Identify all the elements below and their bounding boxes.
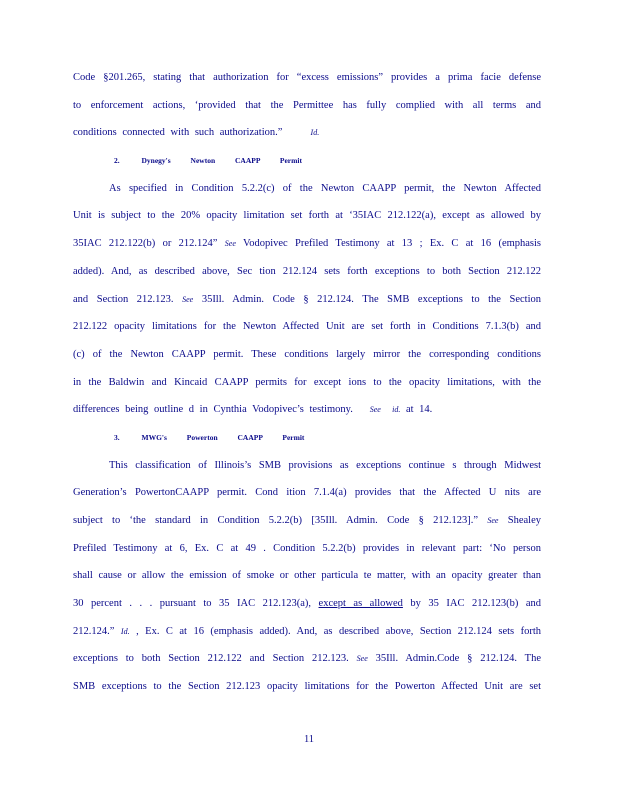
line-text: 212.124.” [73,625,115,637]
heading-number: 2. [114,156,120,166]
line-text: 35IAC 212.122(b) or 212.124” [73,238,218,250]
text-line [73,321,541,349]
text-line [73,377,541,405]
line-text: As specified in Condition 5.2.2(c) of the Newton CAAPP permit, the Newton Affected [109,182,541,194]
page-body [73,72,541,709]
line-text: Prefiled Testimony at 6, Ex. C at 49 . Condition 5.2.2(b) provides in relevant part: ‘No person [73,542,541,554]
line-text: at 14. [405,404,433,416]
line-text: shall cause or allow the emission of smoke or other particula te matter, with an opacity greater than [73,570,541,582]
text-line [73,72,541,100]
citation: id. [392,405,401,415]
section-heading-powerton [73,432,541,460]
text-line [73,460,541,488]
line-text: , Ex. C at 16 (emphasis added). And, as described above, Section 212.124 sets forth [136,625,542,637]
text-line [73,404,541,432]
paragraph-1 [73,72,541,155]
text-line [73,598,541,626]
line-text: SMB exceptions to the Section 212.123 opacity limitations for the Powerton Affected Unit are set [73,681,541,693]
line-text: added). And, as described above, Sec tion 212.124 sets forth exceptions to both Section 212.122 [73,265,541,277]
line-text: differences being outline d in Cynthia Vodopivec’s testimony. [73,404,353,416]
line-text: in the Baldwin and Kincaid CAAPP permits for except ions to the opacity limitations, with the [73,376,541,388]
line-text: 35Ill. Admin.Code § 212.124. The [375,653,542,665]
text-line [73,626,541,654]
heading-number: 3. [114,432,120,442]
line-text: 30 percent . . . pursuant to 35 IAC 212.123(a), [73,598,312,610]
text-line [73,294,541,322]
text-line [73,681,541,709]
text-line [73,349,541,377]
page-number: 11 [303,734,315,745]
line-text: conditions connected with such authorization.” [73,127,283,139]
line-text: Shealey [507,515,542,526]
text-line [73,570,541,598]
line-text: subject to ‘the standard in Condition 5.2.2(b) [35Ill. Admin. Code § 212.123].” [73,515,479,526]
line-text: 35Ill. Admin. Code § 212.124. The SMB exceptions to the Section [201,293,542,305]
line-text: Code §201.265, stating that authorization for “excess emissions” provides a prima facie defense [73,72,541,83]
citation: See [224,239,236,249]
citation: Id. [120,626,130,636]
paragraph-2 [73,183,541,432]
citation: See [356,654,368,664]
heading-title: Dynegy's Newton CAAPP Permit [141,156,302,166]
citation: See [369,405,381,415]
line-text: Unit is subject to the 20% opacity limitation set forth at ‘35IAC 212.122(a), except as allowed by [73,210,541,222]
line-text: Generation’s PowertonCAAPP permit. Cond ition 7.1.4(a) provides that the Affected U nits are [73,487,541,499]
section-heading-newton [73,155,541,183]
citation: See [487,516,499,525]
heading-title: MWG's Powerton CAAPP Permit [141,432,305,442]
citation: See [182,294,194,304]
text-line [73,100,541,128]
line-text: Vodopivec Prefiled Testimony at 13 ; Ex. C at 16 (emphasis [243,238,542,250]
text-line [73,127,541,155]
line-text: exceptions to both Section 212.122 and Section 212.123. [73,653,349,665]
underlined-text: except as allowed [318,598,403,610]
paragraph-3 [73,460,541,709]
line-text: to enforcement actions, ‘provided that the Permittee has fully complied with all terms and [73,99,541,111]
citation: Id. [310,128,320,138]
line-text: (c) of the Newton CAAPP permit. These conditions largely mirror the corresponding conditions [73,348,541,360]
text-line [73,238,541,266]
line-text: 212.122 opacity limitations for the Newton Affected Unit are set forth in Conditions 7.1.3(b) and [73,321,541,333]
text-line [73,487,541,515]
text-line [73,653,541,681]
text-line [73,543,541,571]
text-line [73,183,541,211]
text-line [73,515,541,543]
line-text: by 35 IAC 212.123(b) and [410,598,541,610]
text-line [73,210,541,238]
line-text: and Section 212.123. [73,293,174,305]
text-line [73,266,541,294]
line-text: This classification of Illinois’s SMB provisions as exceptions continue s through Midwest [109,459,541,471]
